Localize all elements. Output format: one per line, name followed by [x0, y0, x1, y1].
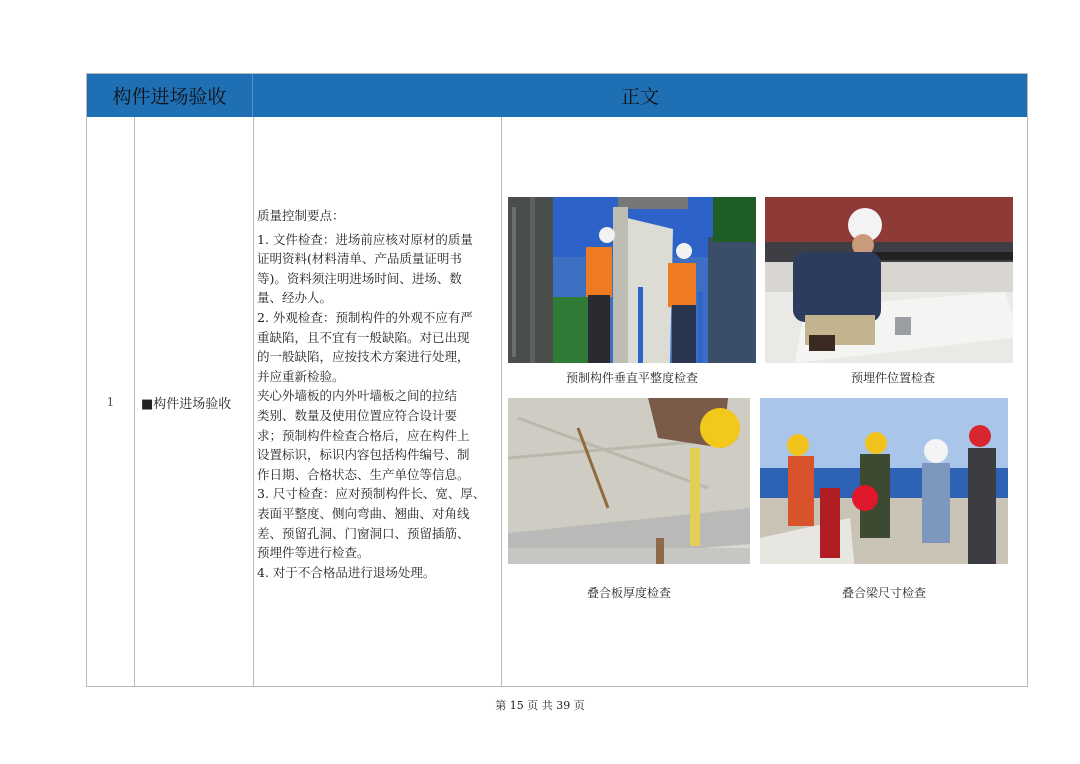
text-line: 质量控制要点：: [257, 208, 345, 223]
photo-embedded-part-check: [765, 197, 1013, 363]
photo-caption: 预埋件位置检查: [850, 371, 935, 385]
text-line: 求；预制构件检查合格后，应在构件上: [257, 427, 470, 443]
photo-beam-dimension-check: [760, 398, 1008, 564]
photo-vertical-flatness-check: [508, 197, 756, 363]
text-line: 设置标识，标识内容包括构件编号、制: [257, 447, 470, 463]
text-line: 类别、数量及使用位置应符合设计要: [257, 407, 458, 423]
text-line: 并应重新检验。: [257, 368, 345, 384]
header-right-title: 正文: [620, 86, 659, 108]
text-line: 作日期、合格状态、生产单位等信息。: [257, 466, 470, 482]
photo-slab-thickness-check: [508, 398, 756, 564]
text-line: 夹心外墙板的内外叶墙板之间的拉结: [257, 388, 458, 404]
quality-control-text: [257, 206, 497, 582]
row-category: ■构件进场验收: [141, 396, 232, 412]
text-line: 的一般缺陷，应按技术方案进行处理，: [257, 349, 470, 365]
text-line: 等)。资料须注明进场时间、进场、数: [257, 270, 462, 286]
photo-caption: 叠合梁尺寸检查: [841, 586, 926, 600]
text-line: 量、经办人。: [257, 290, 333, 306]
row-number: 1: [106, 395, 115, 409]
page-number: 第 15 页 共 39 页: [495, 699, 585, 712]
photo-caption: 预制构件垂直平整度检查: [565, 371, 698, 385]
table-header: [87, 74, 1027, 117]
photo-caption: 叠合板厚度检查: [586, 586, 671, 600]
text-line: 表面平整度、侧向弯曲、翘曲、对角线: [257, 505, 470, 521]
text-line: 重缺陷，且不宜有一般缺陷。对已出现: [257, 329, 470, 345]
text-line: 1. 文件检查：进场前应核对原材的质量: [257, 231, 473, 247]
text-line: 2. 外观检查：预制构件的外观不应有严: [257, 309, 473, 325]
text-line: 差、预留孔洞、门窗洞口、预留插筋、: [257, 525, 470, 541]
text-line: 预埋件等进行检查。: [257, 545, 370, 561]
column-divider: [253, 117, 254, 687]
column-divider: [501, 117, 502, 687]
text-line: 证明资料(材料清单、产品质量证明书: [257, 251, 462, 267]
text-line: 4. 对于不合格品进行退场处理。: [257, 564, 436, 580]
header-left-title: 构件进场验收: [87, 74, 253, 117]
text-line: 3. 尺寸检查：应对预制构件长、宽、厚、: [257, 486, 486, 502]
